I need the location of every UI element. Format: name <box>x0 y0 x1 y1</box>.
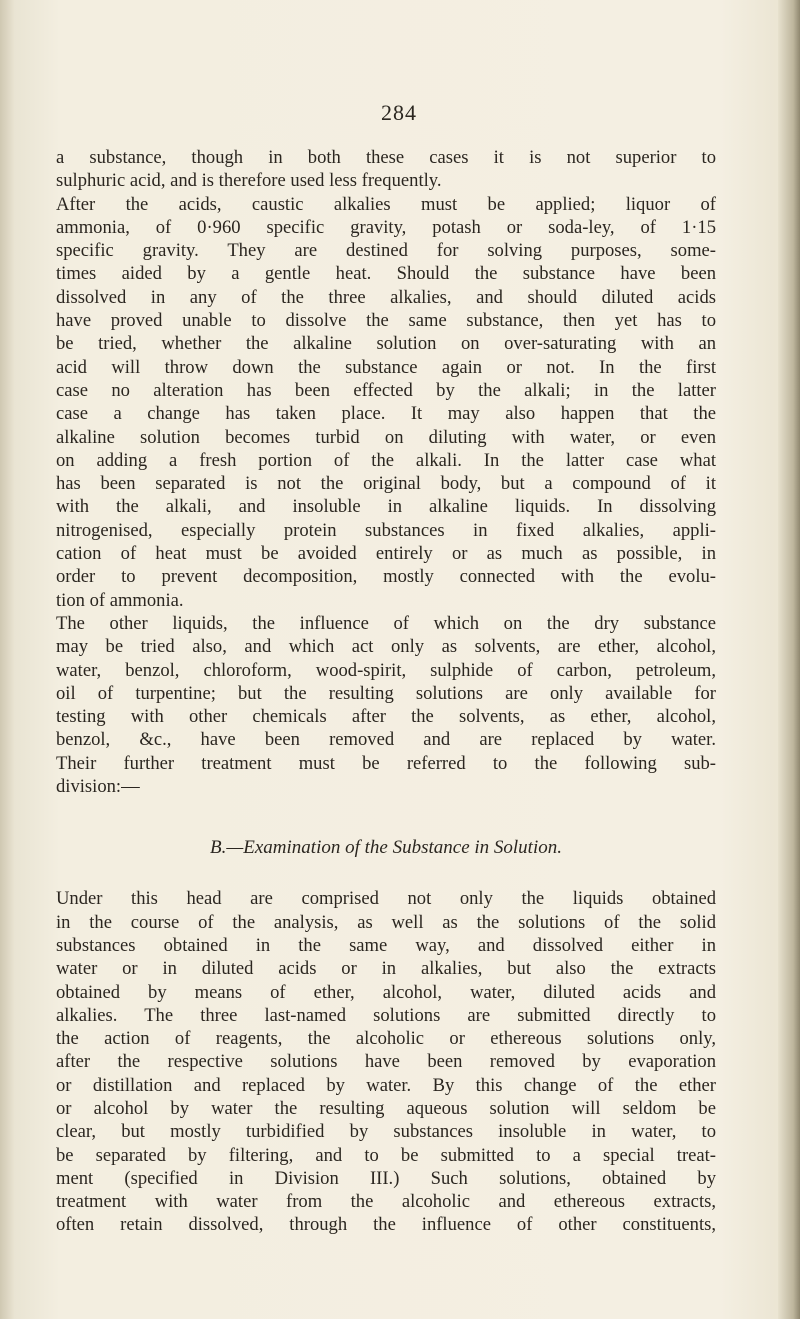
text-line: benzol, &c., have been removed and are replaced by water. <box>56 729 716 751</box>
text-line: obtained by means of ether, alcohol, water, diluted acids and <box>56 981 716 1003</box>
body-text <box>56 146 716 1237</box>
text-line: acid will throw down the substance again or not. In the first <box>56 356 716 378</box>
text-line: substances obtained in the same way, and dissolved either in <box>56 934 716 956</box>
text-line: have proved unable to dissolve the same substance, then yet has to <box>56 310 716 332</box>
paragraph-alkalies <box>56 146 716 798</box>
text-line: Their further treatment must be referred to the following sub- <box>56 752 716 774</box>
text-line: division:— <box>56 776 140 798</box>
text-line: or distillation and replaced by water. By this change of the ether <box>56 1074 716 1096</box>
text-line: alkalies. The three last-named solutions are submitted directly to <box>56 1004 716 1026</box>
text-line: times aided by a gentle heat. Should the substance have been <box>56 263 716 285</box>
text-line: the action of reagents, the alcoholic or ethereous solutions only, <box>56 1028 716 1050</box>
text-line: nitrogenised, especially protein substances in fixed alkalies, appli- <box>56 519 716 541</box>
text-line: The other liquids, the influence of which on the dry substance <box>56 612 716 634</box>
text-line: be separated by filtering, and to be submitted to a special treat- <box>56 1144 716 1166</box>
text-line: order to prevent decomposition, mostly connected with the evolu- <box>56 566 716 588</box>
text-line: specific gravity. They are destined for solving purposes, some- <box>56 240 716 262</box>
text-line: tion of ammonia. <box>56 589 184 611</box>
text-line: or alcohol by water the resulting aqueous solution will seldom be <box>56 1097 716 1119</box>
text-line: sulphuric acid, and is therefore used less frequently. <box>56 170 442 192</box>
text-line: on adding a fresh portion of the alkali. In the latter case what <box>56 449 716 471</box>
text-line: oil of turpentine; but the resulting solutions are only available for <box>56 682 716 704</box>
page-number: 284 <box>381 100 417 125</box>
text-line: with the alkali, and insoluble in alkaline liquids. In dissolving <box>56 496 716 518</box>
text-line: cation of heat must be avoided entirely or as much as possible, in <box>56 543 716 565</box>
text-line: in the course of the analysis, as well as the solutions of the solid <box>56 911 716 933</box>
text-line: water or in diluted acids or in alkalies, but also the extracts <box>56 958 716 980</box>
text-line: alkaline solution becomes turbid on diluting with water, or even <box>56 426 716 448</box>
text-line: often retain dissolved, through the influence of other constituents, <box>56 1214 716 1236</box>
page-gutter-left <box>0 0 14 1319</box>
text-line: water, benzol, chloroform, wood-spirit, sulphide of carbon, petroleum, <box>56 659 716 681</box>
section-heading: B.—Examination of the Substance in Solution. <box>210 837 562 859</box>
text-line: has been separated is not the original body, but a compound of it <box>56 473 716 495</box>
text-line: may be tried also, and which act only as solvents, are ether, alcohol, <box>56 636 716 658</box>
text-line: ment (specified in Division III.) Such solutions, obtained by <box>56 1167 716 1189</box>
text-line: be tried, whether the alkaline solution on over-saturating with an <box>56 333 716 355</box>
text-line: a substance, though in both these cases it is not superior to <box>56 147 716 168</box>
text-line: after the respective solutions have been removed by evaporation <box>56 1051 716 1073</box>
text-line: Under this head are comprised not only the liquids obtained <box>56 888 716 910</box>
page-edge-right <box>778 0 800 1319</box>
text-line: After the acids, caustic alkalies must be applied; liquor of <box>56 193 716 215</box>
text-line: treatment with water from the alcoholic and ethereous extracts, <box>56 1191 716 1213</box>
text-line: ammonia, of 0·960 specific gravity, potash or soda-ley, of 1·15 <box>56 216 716 238</box>
text-line: dissolved in any of the three alkalies, and should diluted acids <box>56 286 716 308</box>
text-line: testing with other chemicals after the solvents, as ether, alcohol, <box>56 706 716 728</box>
paragraph-solution <box>56 887 716 1236</box>
text-line: clear, but mostly turbidified by substances insoluble in water, to <box>56 1121 716 1143</box>
text-line: case no alteration has been effected by the alkali; in the latter <box>56 379 716 401</box>
text-line: case a change has taken place. It may also happen that the <box>56 403 716 425</box>
